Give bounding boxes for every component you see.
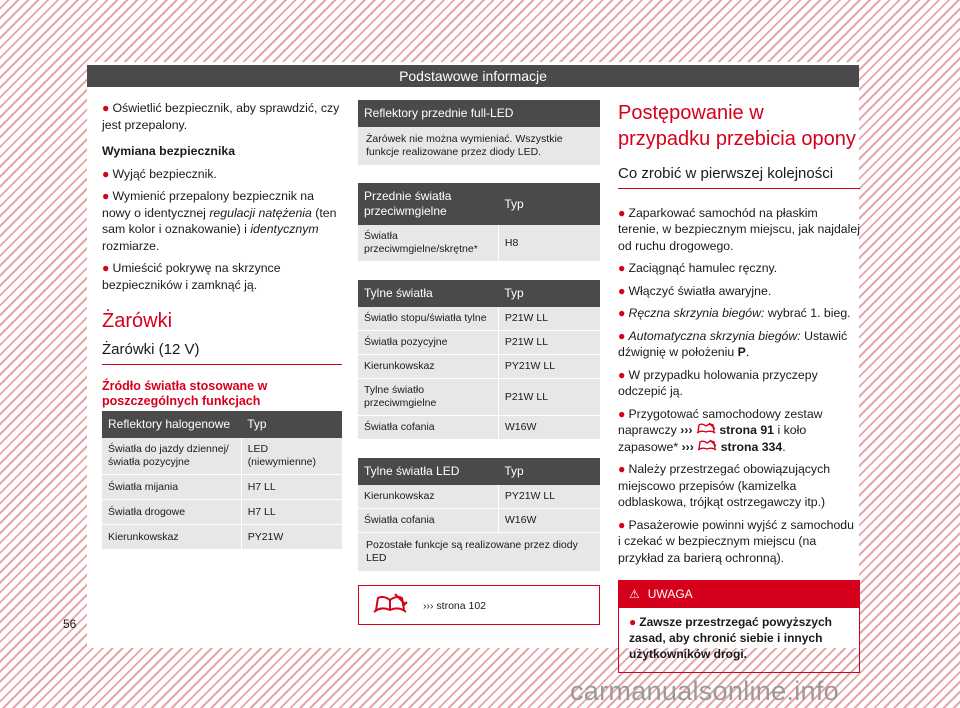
- table-cell: LED (niewymienne): [241, 438, 342, 475]
- table-row: [102, 500, 342, 525]
- watermark: carmanualsonline.info: [570, 676, 839, 706]
- table-caption: Źródło światła stosowane w poszczególnych funkcjach: [102, 379, 268, 408]
- arrow-text: ›››: [681, 439, 694, 454]
- table-cell: Światło stopu/światła tylne: [358, 307, 498, 331]
- bullet-icon: ●: [618, 261, 626, 275]
- table-row: [358, 225, 600, 262]
- warning-header: [619, 581, 859, 608]
- book-wrench-icon: [697, 439, 717, 453]
- table-cell: Kierunkowskaz: [358, 485, 498, 509]
- table-row: [358, 307, 600, 331]
- bullet-icon: ●: [618, 367, 626, 382]
- list-item-text: i koło zapasowe*: [618, 423, 807, 454]
- emphasis-text: regulacji natężenia: [209, 205, 312, 220]
- table-row: [102, 475, 342, 500]
- bullet-icon: ●: [618, 283, 626, 298]
- list-item: [618, 283, 860, 300]
- list-item-text: (ten sam kolor i oznakowanie) i: [102, 205, 337, 236]
- bullet-icon: ●: [102, 166, 110, 181]
- table-row: [358, 509, 600, 533]
- bullet-icon: ●: [618, 517, 626, 532]
- table-cell: P21W LL: [498, 379, 600, 416]
- list-item-text: .: [782, 439, 786, 454]
- table-header: Reflektory halogenowe: [102, 411, 241, 438]
- spacer: [358, 440, 600, 458]
- table-cell: H7 LL: [241, 475, 342, 500]
- list-item: [618, 367, 860, 400]
- section-subheading: Wymiana bezpiecznika: [102, 144, 236, 158]
- bullet-icon: ●: [618, 306, 626, 320]
- table-cell: PY21W LL: [498, 355, 600, 379]
- page-number: 56: [63, 617, 77, 631]
- list-item-text: Pasażerowie powinni wyjść z samochodu i czekać w bezpiecznym miejscu (na przykład za barierą ochronną).: [618, 517, 854, 565]
- list-item-text: Należy przestrzegać obowiązujących miejscowo przepisów (kamizelka odblaskowa, trójkąt ostrzegawczy itp.): [618, 462, 831, 509]
- list-item: [102, 100, 342, 133]
- table-header: Typ: [498, 183, 600, 225]
- list-item-text: Wymienić przepalony bezpiecznik na nowy o identycznej: [102, 189, 314, 220]
- table-header: Tylne światła LED: [358, 458, 498, 485]
- list-item: [102, 188, 342, 254]
- list-item-text: .: [745, 345, 750, 359]
- list-item-text: wybrać 1. bieg.: [764, 306, 851, 320]
- table-row: [102, 438, 342, 475]
- table-header: Reflektory przednie full-LED: [358, 100, 600, 127]
- page-link[interactable]: strona 91: [719, 423, 775, 437]
- list-item-text: Zaciągnąć hamulec ręczny.: [628, 261, 778, 275]
- table-row: [358, 379, 600, 416]
- page-reference-link[interactable]: ››› strona 102: [423, 600, 487, 612]
- list-item: [102, 166, 342, 183]
- table-cell: W16W: [498, 509, 600, 533]
- rear-led-table: [358, 458, 600, 533]
- section-subtitle: Co zrobić w pierwszej kolejności: [618, 166, 860, 189]
- emphasis-text: identycznym: [250, 222, 319, 236]
- section-title: Postępowanie w przypadku przebicia opony: [618, 102, 856, 150]
- list-item: [618, 406, 860, 456]
- column-right: [618, 100, 860, 673]
- list-item-text: Przygotować samochodowy zestaw naprawczy: [618, 406, 823, 437]
- list-item: [102, 260, 342, 293]
- table-cell: W16W: [498, 416, 600, 440]
- list-item-text: Włączyć światła awaryjne.: [628, 283, 772, 298]
- warning-label: UWAGA: [647, 587, 693, 601]
- table-cell: Tylne światło przeciwmgielne: [358, 379, 498, 416]
- list-item-text: Umieścić pokrywę na skrzynce bezpieczników i zamknąć ją.: [102, 261, 281, 292]
- bullet-icon: ●: [102, 189, 110, 203]
- table-cell: P21W LL: [498, 307, 600, 331]
- table-header: Przednie światła przeciwmgielne: [358, 183, 498, 225]
- bullet-icon: ●: [618, 462, 626, 476]
- full-led-table: [358, 100, 600, 127]
- table-header: Tylne światła: [358, 280, 498, 307]
- table-row: [358, 485, 600, 509]
- table-row: [358, 331, 600, 355]
- spacer: [358, 165, 600, 183]
- spacer: [358, 262, 600, 280]
- book-wrench-icon: [696, 422, 716, 436]
- list-item: [618, 517, 860, 567]
- list-item: [618, 461, 860, 511]
- section-subtitle: Żarówki (12 V): [102, 342, 342, 366]
- halogen-table: [102, 411, 342, 550]
- table-cell: H8: [498, 225, 600, 262]
- warning-body: [619, 608, 859, 672]
- table-cell: PY21W: [241, 525, 342, 550]
- table-row: [358, 416, 600, 440]
- emphasis-text: P: [737, 345, 746, 359]
- list-item: [618, 305, 860, 322]
- table-cell: P21W LL: [498, 331, 600, 355]
- bullet-icon: ●: [618, 328, 626, 343]
- book-wrench-icon: [371, 592, 409, 618]
- table-cell: PY21W LL: [498, 485, 600, 509]
- bullet-icon: ●: [629, 614, 637, 629]
- table-header-row: [102, 411, 342, 438]
- page-reference-box[interactable]: [358, 585, 600, 625]
- column-left: [102, 100, 342, 550]
- page-link[interactable]: strona 334: [720, 439, 783, 454]
- table-header: Typ: [498, 458, 600, 485]
- table-cell: Światła do jazdy dziennej/światła pozycyjne: [102, 438, 241, 475]
- bullet-icon: ●: [102, 261, 110, 275]
- list-item-text: W przypadku holowania przyczepy odczepić ją.: [618, 367, 818, 398]
- column-middle: [358, 100, 600, 625]
- warning-box: [618, 580, 860, 673]
- table-cell: Światła drogowe: [102, 500, 241, 525]
- table-cell: Światła przeciwmgielne/skrętne*: [358, 225, 498, 262]
- table-header: Typ: [498, 280, 600, 307]
- warning-text: Zawsze przestrzegać powyższych zasad, aby chronić siebie i innych użytkowników drogi.: [629, 614, 832, 661]
- table-cell: Światła cofania: [358, 509, 498, 533]
- table-cell: H7 LL: [241, 500, 342, 525]
- list-item-text: rozmiarze.: [102, 238, 160, 253]
- table-cell: Kierunkowskaz: [102, 525, 241, 550]
- table-header: Typ: [241, 411, 342, 438]
- list-item-text: Zaparkować samochód na płaskim terenie, w bezpiecznym miejscu, jak najdalej od ruchu drogowego.: [618, 205, 860, 253]
- bullet-icon: ●: [618, 205, 626, 220]
- emphasis-text: Ręczna skrzynia biegów:: [628, 306, 765, 320]
- page-header: Podstawowe informacje: [87, 65, 859, 87]
- bullet-icon: ●: [102, 101, 110, 115]
- emphasis-text: Automatyczna skrzynia biegów:: [628, 328, 801, 343]
- table-row: [358, 355, 600, 379]
- table-cell: Światła pozycyjne: [358, 331, 498, 355]
- list-item-text: Oświetlić bezpiecznik, aby sprawdzić, czy jest przepalony.: [102, 101, 340, 132]
- list-item-text: Wyjąć bezpiecznik.: [112, 166, 217, 181]
- list-item: [618, 205, 860, 255]
- bullet-icon: ●: [618, 406, 626, 421]
- list-item-text: Ustawić dźwignię w położeniu: [618, 328, 848, 359]
- table-note: Pozostałe funkcje są realizowane przez diody LED: [358, 533, 600, 571]
- warning-triangle-icon: ⚠: [629, 587, 640, 601]
- section-title: Żarówki: [102, 310, 173, 332]
- table-row: [102, 525, 342, 550]
- table-note: Żarówek nie można wymieniać. Wszystkie funkcje realizowane przez diody LED.: [358, 127, 600, 165]
- table-cell: Światła cofania: [358, 416, 498, 440]
- arrow-text: ›››: [680, 423, 693, 437]
- table-cell: Światła mijania: [102, 475, 241, 500]
- list-item: [618, 328, 860, 361]
- rear-lights-table: [358, 280, 600, 440]
- list-item: [618, 260, 860, 277]
- table-cell: Kierunkowskaz: [358, 355, 498, 379]
- fog-lights-table: [358, 183, 600, 262]
